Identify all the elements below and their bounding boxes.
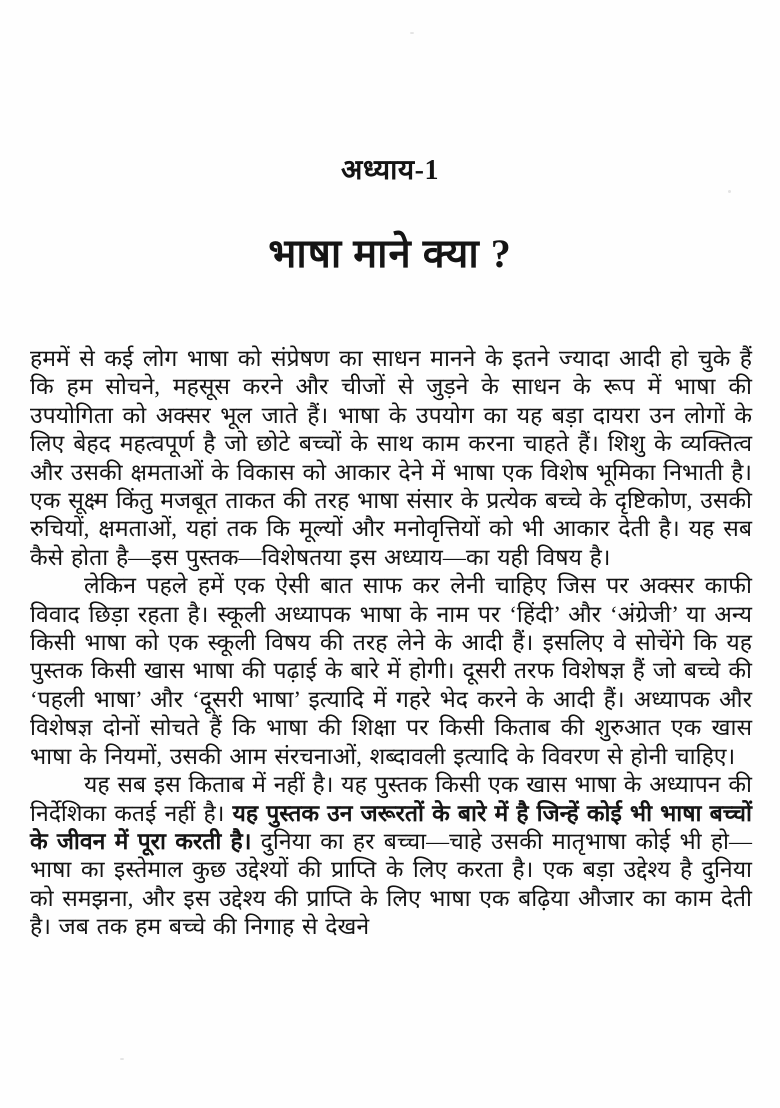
scan-artifact [410, 32, 414, 34]
paragraph-1: हममें से कई लोग भाषा को संप्रेषण का साधन मानने के इतने ज्यादा आदी हो चुके हैं कि हम सोचने, महसूस करने और चीजों से जुड़ने के साधन के रूप में भाषा की उपयोगिता को अक्सर भूल जाते हैं। भाषा के उपयोग का यह बड़ा दायरा उन लोगों के लिए बेहद महत्वपूर्ण है जो छोटे बच्चों के साथ काम करना चाहते हैं। शिशु के व्यक्तित्व और उसकी क्षमताओं के विकास को आकार देने में भाषा एक विशेष भूमिका निभाती है। एक सूक्ष्म किंतु मजबूत ताकत की तरह भाषा संसार के प्रत्येक बच्चे के दृष्टिकोण, उसकी रुचियों, क्षमताओं, यहां तक कि मूल्यों और मनोवृत्तियों को भी आकार देती है। यह सब कैसे होता है—इस पुस्तक—विशेषतया इस अध्याय—का यही विषय है। [30, 346, 752, 570]
scan-artifact [120, 1058, 124, 1060]
page-title: भाषा माने क्या ? [268, 231, 512, 276]
scan-artifact [728, 190, 731, 193]
body-text-block [0, 345, 780, 942]
paragraph-3-bold-emphasis: यह पुस्तक उन जरूरतों के बारे में है जिन्हें कोई भी भाषा बच्चों के जीवन में पूरा करती है। [30, 800, 752, 854]
paragraph-3-tail-text: दुनिया का हर बच्चा—चाहे उसकी मातृभाषा कोई भी हो—भाषा का इस्तेमाल कुछ उद्देश्यों की प्राप्ति के लिए करता है। एक बड़ा उद्देश्य है दुनिया को समझना, और इस उद्देश्य की प्राप्ति के लिए भाषा एक बढ़िया औजार का काम देती है। जब तक हम बच्चे की निगाह से देखने [30, 828, 753, 940]
paragraph-2: लेकिन पहले हमें एक ऐसी बात साफ कर लेनी चाहिए जिस पर अक्सर काफी विवाद छिड़ा रहता है। स्कूली अध्यापक भाषा के नाम पर ‘हिंदी’ और ‘अंग्रेजी’ या अन्य किसी भाषा को एक स्कूली विषय की तरह लेने के आदी हैं। इसलिए वे सोचेंगे कि यह पुस्तक किसी खास भाषा की पढ़ाई के बारे में होगी। दूसरी तरफ विशेषज्ञ हैं जो बच्चे की ‘पहली भाषा’ और ‘दूसरी भाषा’ इत्यादि में गहरे भेद करने के आदी हैं। अध्यापक और विशेषज्ञ दोनों सोचते हैं कि भाषा की शिक्षा पर किसी किताब की शुरुआत एक खास भाषा के नियमों, उसकी आम संरचनाओं, शब्दावली इत्यादि के विवरण से होनी चाहिए। [30, 573, 752, 769]
paragraph-3-lead-text: यह सब इस किताब में नहीं है। यह पुस्तक किसी एक खास भाषा के अध्यापन की निर्देशिका कतई नहीं है। [30, 772, 752, 826]
paragraph-3 [30, 771, 752, 941]
chapter-heading: अध्याय-1 [341, 155, 439, 186]
